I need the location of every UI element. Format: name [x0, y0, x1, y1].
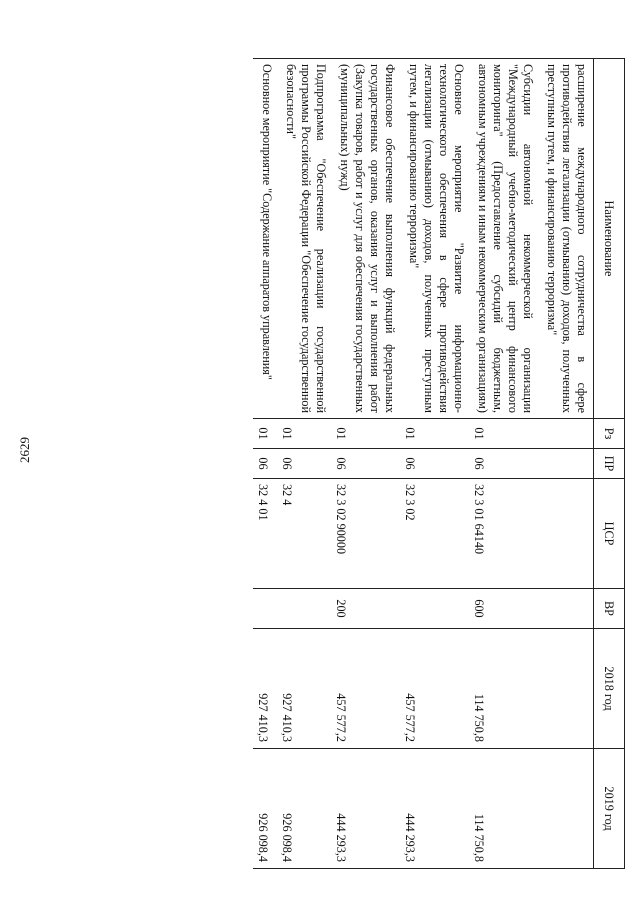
row-name: Подпрограмма "Обеспечение реализации государственной программы Российской Федерации "Обеспечение государственной безопасности": [277, 59, 331, 419]
row-csr: 32 3 02: [400, 479, 469, 589]
header-name: Наименование: [594, 59, 625, 419]
row-pr: 06: [277, 449, 331, 479]
table-row: [400, 59, 469, 869]
row-2018: 457 577,2: [331, 629, 400, 749]
row-rz: 01: [469, 419, 538, 449]
row-vr: [400, 589, 469, 629]
row-2019: 444 293,3: [400, 749, 469, 869]
row-2018: 457 577,2: [400, 629, 469, 749]
header-2018: 2018 год: [594, 629, 625, 749]
row-2019: 444 293,3: [331, 749, 400, 869]
row-2018: 114 750,8: [469, 629, 538, 749]
row-vr: [277, 589, 331, 629]
row-2019: 114 750,8: [469, 749, 538, 869]
row-csr: 32 3 01 64140: [469, 479, 538, 589]
row-name: Субсидии автономной некоммерческой организации "Международный учебно-методический центр финансового мониторинга" (Предоставление субсидий бюджетным, автономным учреждениям и иным некоммерческим организациям): [469, 59, 538, 419]
table-header-row: [594, 59, 625, 869]
page-number: 2629: [17, 437, 32, 463]
header-rz: Рз: [594, 419, 625, 449]
row-2019: 926 098,4: [277, 749, 331, 869]
row-name: расширение международного сотрудничества в сфере противодействия легализации (отмыванию) доходов, полученных преступным путем, и финансированию терроризма": [538, 59, 594, 419]
row-2018: 927 410,3: [277, 629, 331, 749]
row-vr: 200: [331, 589, 400, 629]
table-row: [277, 59, 331, 869]
row-2018: 927 410,3: [253, 629, 277, 749]
row-rz: 01: [253, 419, 277, 449]
row-csr: 32 3 02 90000: [331, 479, 400, 589]
table-row: [331, 59, 400, 869]
rotated-page: [50, 58, 625, 868]
row-csr: [538, 479, 594, 589]
row-pr: 06: [400, 449, 469, 479]
row-csr: 32 4: [277, 479, 331, 589]
row-pr: 06: [331, 449, 400, 479]
row-2019: [538, 749, 594, 869]
header-vr: ВР: [594, 589, 625, 629]
row-vr: [253, 589, 277, 629]
row-vr: 600: [469, 589, 538, 629]
page-number-container: [8, 435, 42, 465]
row-pr: [538, 449, 594, 479]
row-rz: 01: [331, 419, 400, 449]
row-csr: 32 4 01: [253, 479, 277, 589]
table-row: [538, 59, 594, 869]
budget-table: [253, 58, 625, 869]
header-2019: 2019 год: [594, 749, 625, 869]
row-name: Финансовое обеспечение выполнения функций федеральных государственных органов, оказания услуг и выполнения работ (Закупка товаров, работ и услуг для обеспечения государственных (муниципальных) нужд): [331, 59, 400, 419]
row-vr: [538, 589, 594, 629]
table-row: [253, 59, 277, 869]
row-rz: 01: [400, 419, 469, 449]
row-name: Основное мероприятие "Содержание аппаратов управления": [253, 59, 277, 419]
header-csr: ЦСР: [594, 479, 625, 589]
row-rz: [538, 419, 594, 449]
row-pr: 06: [469, 449, 538, 479]
row-name: Основное мероприятие "Развитие информационно-технологического обеспечения в сфере противодействия легализации (отмыванию) доходов, полученных преступным путем, и финансированию терроризма": [400, 59, 469, 419]
row-rz: 01: [277, 419, 331, 449]
header-pr: ПР: [594, 449, 625, 479]
row-2019: 926 098,4: [253, 749, 277, 869]
row-pr: 06: [253, 449, 277, 479]
table-row: [469, 59, 538, 869]
row-2018: [538, 629, 594, 749]
